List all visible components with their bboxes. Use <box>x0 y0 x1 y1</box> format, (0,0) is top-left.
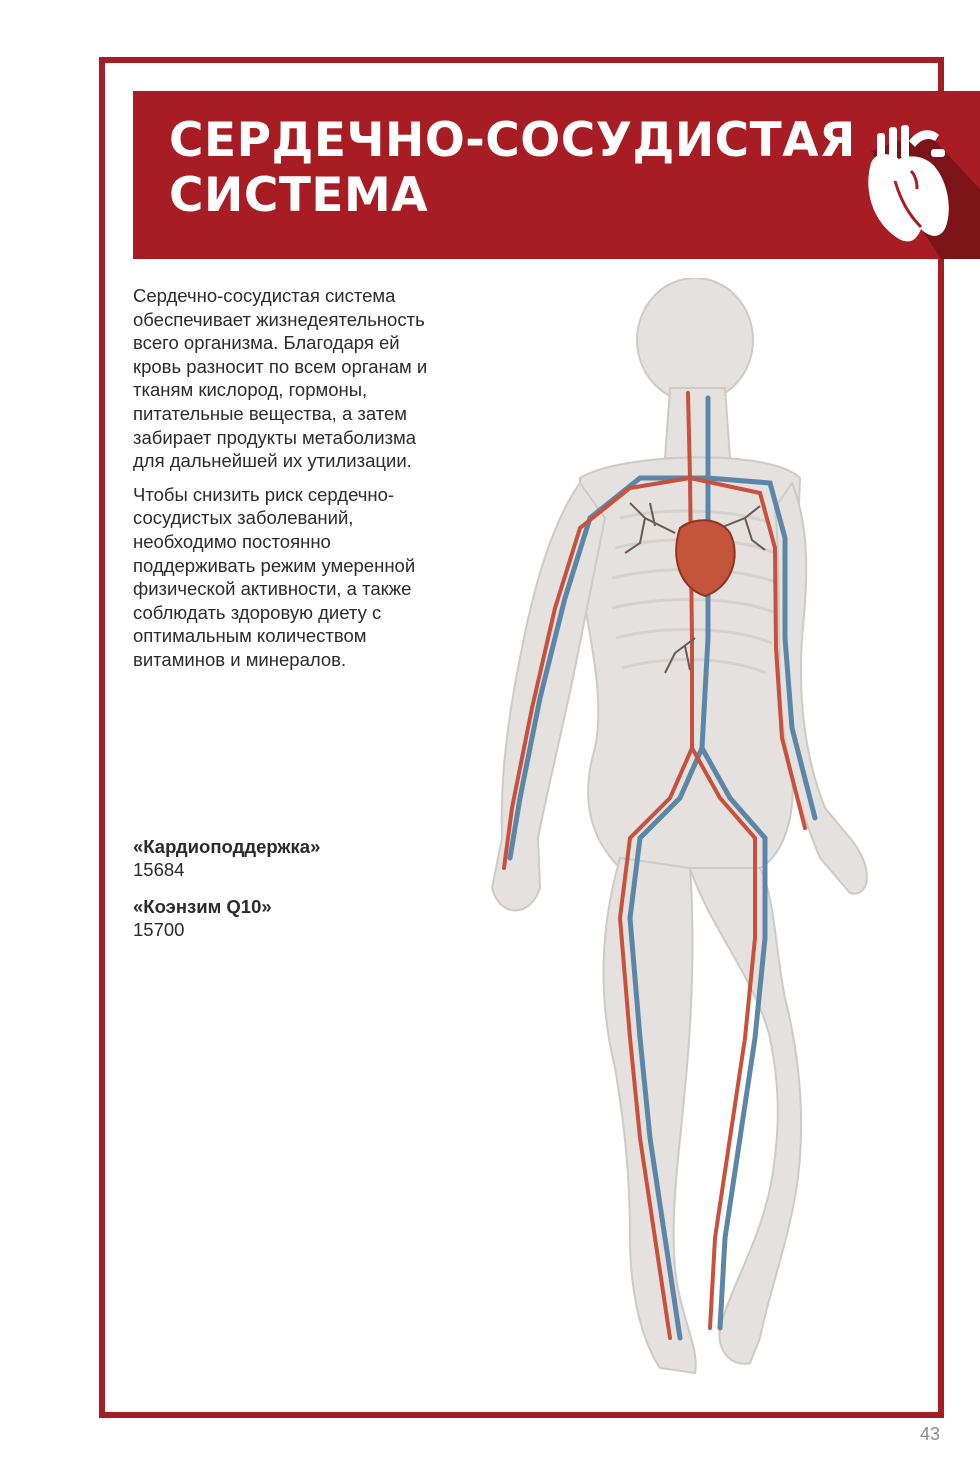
page-number: 43 <box>919 1424 940 1444</box>
product-item <box>133 835 433 881</box>
title-line-1: СЕРДЕЧНО-СОСУДИСТАЯ <box>169 113 856 168</box>
header-banner <box>133 91 980 259</box>
product-item <box>133 895 433 941</box>
description-paragraph-1: Сердечно-сосудистая система обеспечивает жизнедеятельность всего организма. Благодаря ей кровь разносит по всем органам и тканям кислород, гормоны, питательные вещества, а затем забирает продукты метаболизма для дальнейшей их утилизации. <box>133 285 428 472</box>
description-paragraph-2: Чтобы снизить риск сердечно-сосудистых заболеваний, необходимо постоянно поддерживать режим умеренной физической активности, а также соблюдать здоровую диету с оптимальным количеством витаминов и минералов. <box>133 483 416 670</box>
product-name: «Коэнзим Q10» <box>133 896 272 917</box>
product-code: 15684 <box>133 859 185 880</box>
product-list <box>133 835 433 955</box>
heart-icon <box>851 111 980 259</box>
description <box>133 284 433 682</box>
page-title <box>169 113 856 223</box>
cardiovascular-body-illustration <box>480 278 900 1398</box>
product-code: 15700 <box>133 919 185 940</box>
title-line-2: СИСТЕМА <box>169 168 429 223</box>
product-name: «Кардиоподдержка» <box>133 836 321 857</box>
